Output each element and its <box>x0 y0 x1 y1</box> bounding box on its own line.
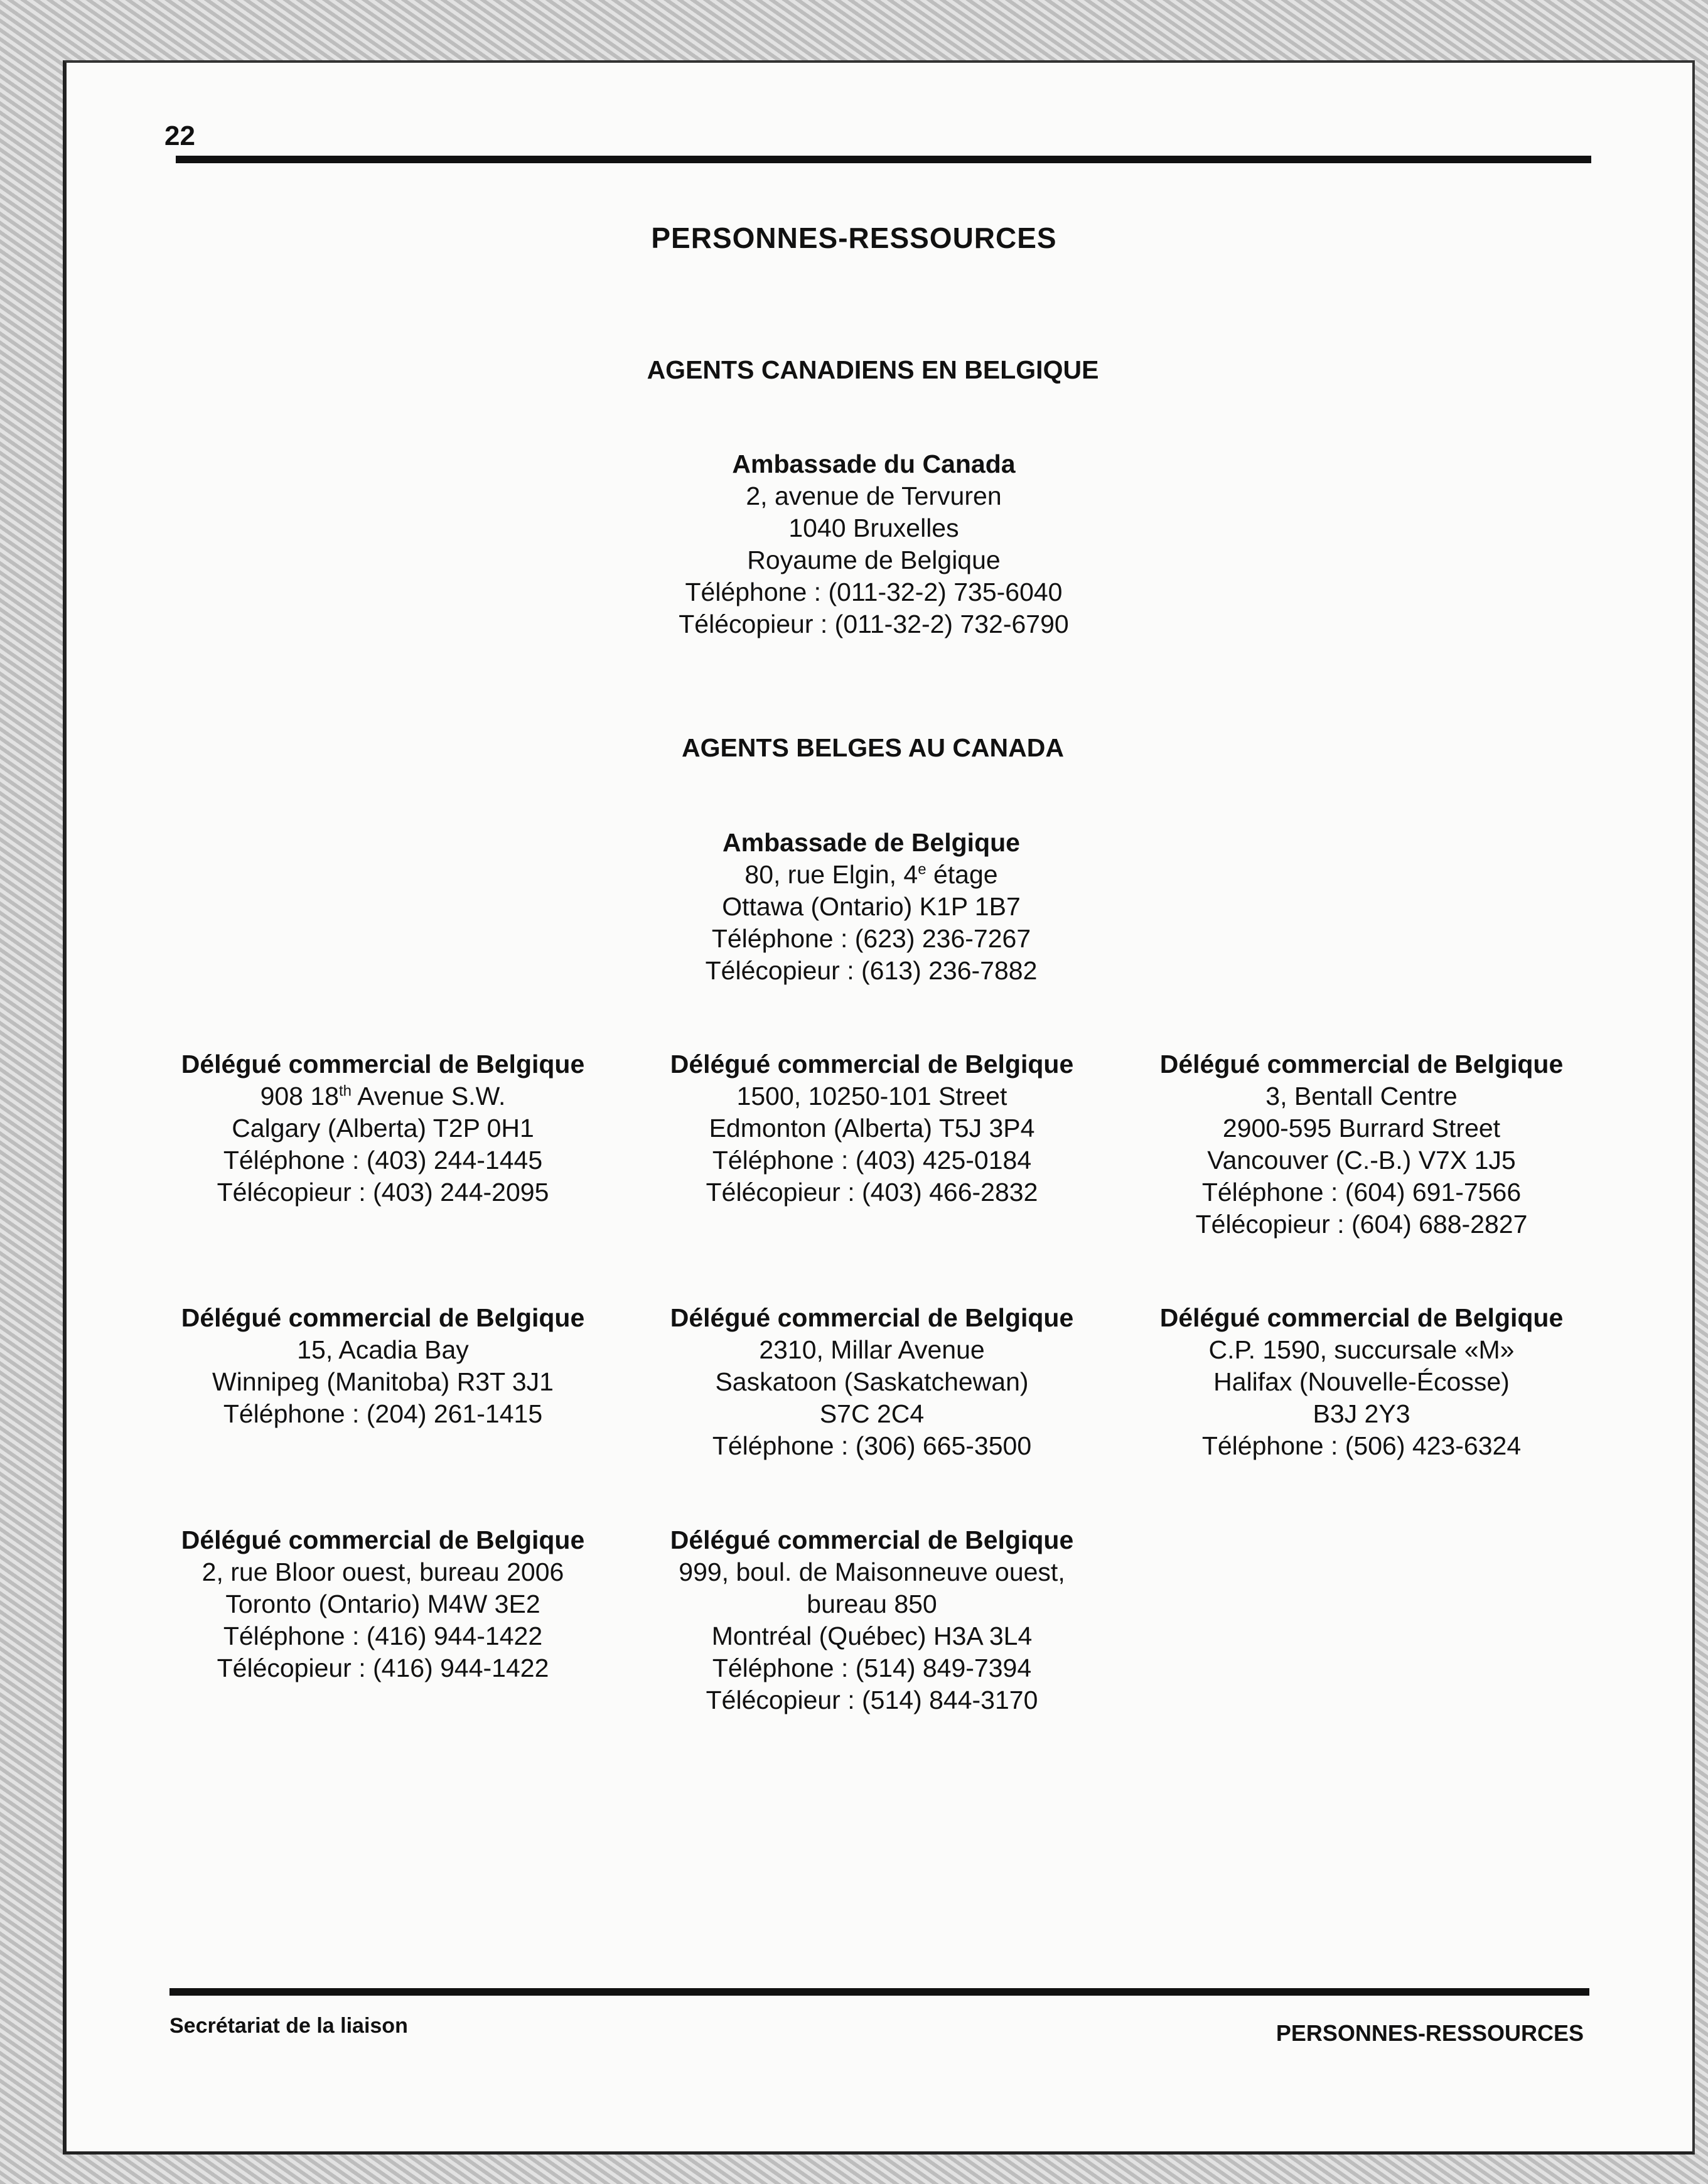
address-text: 80, rue Elgin, 4 <box>744 860 918 889</box>
page-title: PERSONNES-RESSOURCES <box>651 222 1057 254</box>
phone-line: Téléphone : (306) 665-3500 <box>712 1431 1032 1460</box>
address-line: C.P. 1590, succursale «M» <box>1208 1335 1515 1364</box>
delegate-winnipeg <box>144 1302 621 1430</box>
address-line: 2, avenue de Tervuren <box>746 481 1002 510</box>
address-line: 999, boul. de Maisonneuve ouest, <box>679 1557 1065 1586</box>
contact-name: Délégué commercial de Belgique <box>181 1525 585 1554</box>
phone-line: Téléphone : (514) 849-7394 <box>712 1654 1032 1682</box>
contact-name: Délégué commercial de Belgique <box>181 1050 585 1079</box>
header-rule <box>176 156 1591 163</box>
address-line: 15, Acadia Bay <box>297 1335 469 1364</box>
address-line: 1040 Bruxelles <box>788 514 959 542</box>
address-line <box>633 859 1110 891</box>
address-line: 2, rue Bloor ouest, bureau 2006 <box>201 1557 564 1586</box>
fax-line: Télécopieur : (613) 236-7882 <box>705 956 1038 985</box>
contact-name: Délégué commercial de Belgique <box>1159 1050 1564 1079</box>
address-line: Edmonton (Alberta) T5J 3P4 <box>709 1114 1035 1143</box>
fax-line: Télécopieur : (403) 244-2095 <box>217 1178 549 1207</box>
fax-line: Télécopieur : (416) 944-1422 <box>217 1654 549 1682</box>
address-line <box>144 1080 621 1112</box>
address-line: Royaume de Belgique <box>747 546 1001 574</box>
contact-name: Ambassade de Belgique <box>722 828 1020 857</box>
contact-name: Délégué commercial de Belgique <box>1159 1303 1564 1332</box>
ordinal-suffix: e <box>918 861 927 878</box>
phone-line: Téléphone : (403) 244-1445 <box>223 1146 543 1175</box>
contact-name: Délégué commercial de Belgique <box>670 1525 1074 1554</box>
address-text: Avenue S.W. <box>352 1082 506 1111</box>
footer-rule <box>169 1988 1589 1996</box>
fax-line: Télécopieur : (011-32-2) 732-6790 <box>679 610 1069 638</box>
contact-name: Délégué commercial de Belgique <box>670 1050 1074 1079</box>
delegate-calgary <box>144 1048 621 1208</box>
fax-line: Télécopieur : (514) 844-3170 <box>706 1686 1038 1714</box>
delegate-saskatoon <box>633 1302 1110 1462</box>
delegate-toronto <box>144 1524 621 1684</box>
phone-line: Téléphone : (623) 236-7267 <box>711 924 1031 953</box>
delegate-vancouver <box>1123 1048 1600 1240</box>
address-line: 1500, 10250-101 Street <box>736 1082 1007 1111</box>
address-line: 2310, Millar Avenue <box>759 1335 985 1364</box>
contact-name: Ambassade du Canada <box>732 449 1016 478</box>
address-line: B3J 2Y3 <box>1313 1399 1410 1428</box>
delegate-halifax <box>1123 1302 1600 1462</box>
phone-line: Téléphone : (506) 423-6324 <box>1201 1431 1522 1460</box>
contact-name: Délégué commercial de Belgique <box>670 1303 1074 1332</box>
footer-right-text: PERSONNES-RESSOURCES <box>1276 2020 1584 2046</box>
address-line: Saskatoon (Saskatchewan) <box>715 1367 1029 1396</box>
address-line: S7C 2C4 <box>819 1399 925 1428</box>
address-text: 908 18 <box>260 1082 339 1111</box>
phone-line: Téléphone : (204) 261-1415 <box>223 1399 543 1428</box>
contact-name: Délégué commercial de Belgique <box>181 1303 585 1332</box>
delegate-montreal <box>633 1524 1110 1716</box>
footer-left-text: Secrétariat de la liaison <box>169 2014 408 2038</box>
phone-line: Téléphone : (604) 691-7566 <box>1201 1178 1522 1207</box>
section-heading-canadian-agents: AGENTS CANADIENS EN BELGIQUE <box>647 355 1099 384</box>
address-line: Halifax (Nouvelle-Écosse) <box>1213 1367 1510 1396</box>
address-line: Vancouver (C.-B.) V7X 1J5 <box>1207 1146 1516 1175</box>
address-line: Montréal (Québec) H3A 3L4 <box>711 1622 1033 1650</box>
address-line: bureau 850 <box>807 1590 937 1618</box>
section-heading-belgian-agents: AGENTS BELGES AU CANADA <box>682 733 1064 762</box>
address-line: Calgary (Alberta) T2P 0H1 <box>232 1114 534 1143</box>
page-number: 22 <box>164 121 195 151</box>
contact-block-belgium-embassy <box>633 827 1110 987</box>
address-text: étage <box>926 860 998 889</box>
contact-block-canada-embassy <box>635 448 1112 640</box>
address-line: Winnipeg (Manitoba) R3T 3J1 <box>212 1367 554 1396</box>
address-line: 2900-595 Burrard Street <box>1222 1114 1501 1143</box>
address-line: Ottawa (Ontario) K1P 1B7 <box>722 892 1021 921</box>
delegate-edmonton <box>633 1048 1110 1208</box>
phone-line: Téléphone : (011-32-2) 735-6040 <box>685 578 1063 606</box>
phone-line: Téléphone : (403) 425-0184 <box>712 1146 1032 1175</box>
phone-line: Téléphone : (416) 944-1422 <box>223 1622 543 1650</box>
fax-line: Télécopieur : (604) 688-2827 <box>1195 1210 1528 1239</box>
fax-line: Télécopieur : (403) 466-2832 <box>706 1178 1038 1207</box>
ordinal-suffix: th <box>338 1082 352 1100</box>
address-line: 3, Bentall Centre <box>1265 1082 1458 1111</box>
address-line: Toronto (Ontario) M4W 3E2 <box>225 1590 540 1618</box>
